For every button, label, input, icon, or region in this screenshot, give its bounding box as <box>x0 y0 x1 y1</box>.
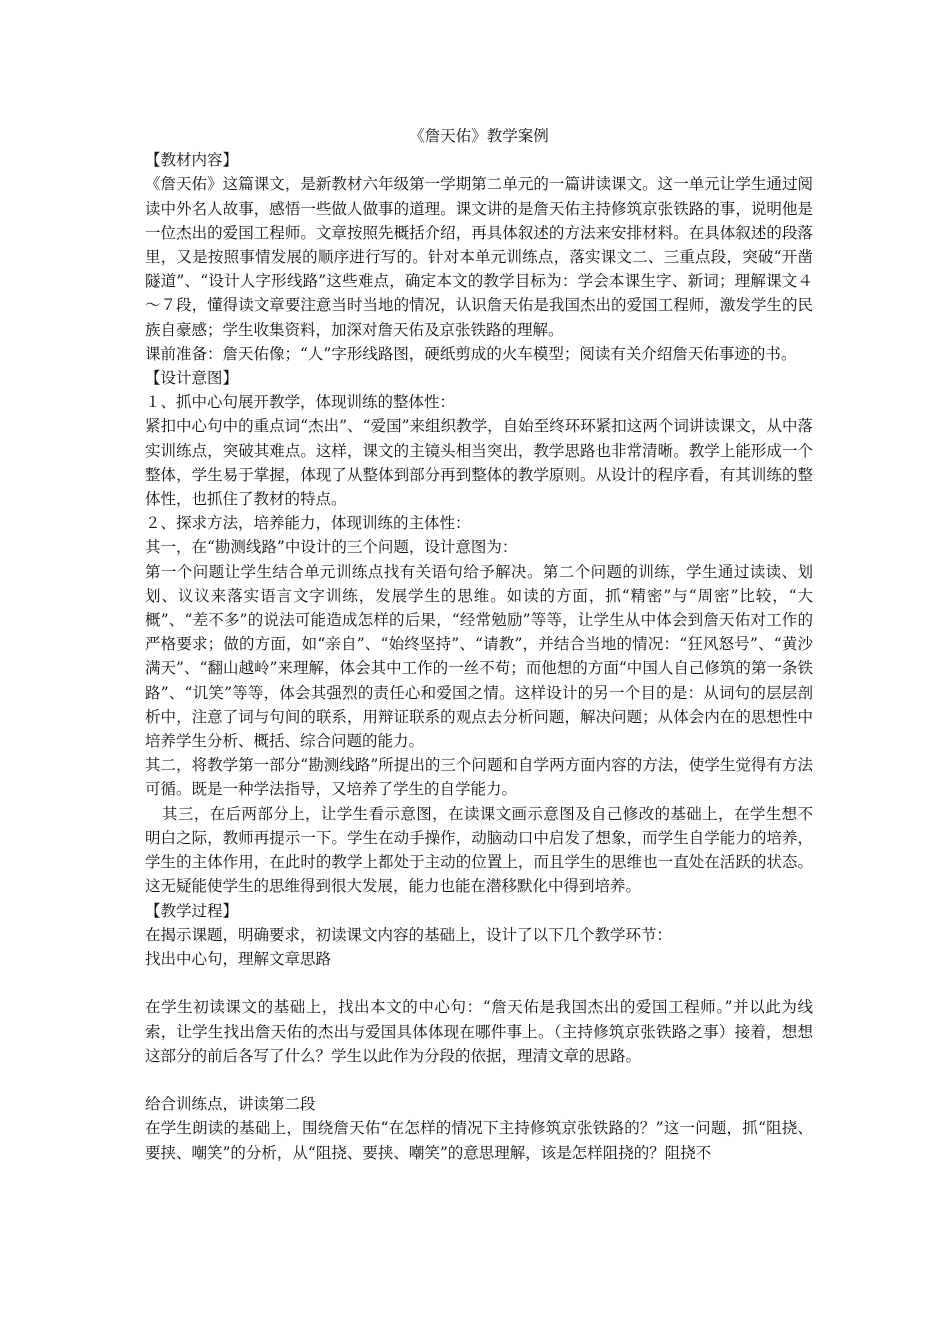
paragraph: 《詹天佑》这篇课文，是新教材六年级第一学期第二单元的一篇讲读课文。这一单元让学生通过阅读中外名人故事，感悟一些做人做事的道理。课文讲的是詹天佑主持修筑京张铁路的事，说明他是一位杰出的爱国工程师。文章按照先概括介绍，再具体叙述的方法来安排材料。在具体叙述的段落里，又是按照事情发展的顺序进行写的。针对本单元训练点，落实课文二、三重点段，突破“开凿隧道”、“设计人字形线路”这些难点，确定本文的教学目标为：学会本课生字、新词；理解课文４～７段，懂得读文章要注意当时当地的情况，认识詹天佑是我国杰出的爱国工程师，激发学生的民族自豪感；学生收集资料，加深对詹天佑及京张铁路的理解。 <box>145 175 813 339</box>
paragraph: 其一，在“勘测线路”中设计的三个问题，设计意图为： <box>145 538 518 557</box>
paragraph: 【教学过程】 <box>145 901 239 920</box>
paragraph: １、抓中心句展开教学，体现训练的整体性： <box>145 393 456 412</box>
paragraph: ２、探求方法，培养能力，体现训练的主体性： <box>145 514 471 533</box>
paragraph: 其三，在后两部分上，让学生看示意图，在读课文画示意图及自己修改的基础上，在学生想不明白之际，教师再提示一下。学生在动手操作，动脑动口中启发了想象，而学生自学能力的培养，学生的主体作用，在此时的教学上都处于主动的位置上，而且学生的思维也一直处在活跃的状态。这无疑能使学生的思维得到很大发展，能力也能在潜移默化中得到培养。 <box>145 804 813 896</box>
paragraph: 紧扣中心句中的重点词“杰出”、“爱国”来组织教学，自始至终环环紧扣这两个词讲读课文，从中落实训练点，突破其难点。这样，课文的主镜头相当突出，教学思路也非常清晰。教学上能形成一个整体，学生易于掌握，体现了从整体到部分再到整体的教学原则。从设计的程序看，有其训练的整体性，也抓住了教材的特点。 <box>145 417 813 509</box>
paragraph: 在揭示课题，明确要求，初读课文内容的基础上，设计了以下几个教学环节： <box>145 925 673 944</box>
paragraph: 找出中心句，理解文章思路 <box>145 949 332 968</box>
document-body <box>145 148 813 1165</box>
blank-line <box>145 1068 813 1092</box>
document-title: 《詹天佑》教学案例 <box>409 127 549 145</box>
document-page <box>145 124 813 1165</box>
paragraph: 【设计意图】 <box>145 369 239 388</box>
paragraph: 在学生初读课文的基础上，找出本文的中心句：“詹天佑是我国杰出的爱国工程师。”并以此为线索，让学生找出詹天佑的杰出与爱国具体体现在哪件事上。（主持修筑京张铁路之事）接着，想想这部分的前后各写了什么？学生以此作为分段的依据，理清文章的思路。 <box>145 998 813 1065</box>
blank-line <box>145 971 813 995</box>
paragraph: 其二，将教学第一部分“勘测线路”所提出的三个问题和自学两方面内容的方法，使学生觉得有方法可循。既是一种学法指导，又培养了学生的自学能力。 <box>145 756 813 799</box>
paragraph: 课前准备：詹天佑像；“人”字形线路图，硬纸剪成的火车模型；阅读有关介绍詹天佑事迹的书。 <box>145 344 797 363</box>
paragraph: 在学生朗读的基础上，围绕詹天佑“在怎样的情况下主持修筑京张铁路的？”这一问题，抓“阻挠、要挟、嘲笑”的分析，从“阻挠、要挟、嘲笑”的意思理解，该是怎样阻挠的？阻挠不 <box>145 1119 813 1162</box>
paragraph: 【教材内容】 <box>145 151 239 170</box>
paragraph: 第一个问题让学生结合单元训练点找有关语句给予解决。第二个问题的训练，学生通过读读、划划、议议来落实语言文字训练，发展学生的思维。如读的方面，抓“精密”与“周密”比较，“大概”、“差不多”的说法可能造成怎样的后果，“经常勉励”等等，让学生从中体会到詹天佑对工作的严格要求；做的方面，如“亲自”、“始终坚持”、“请教”，并结合当地的情况：“狂风怒号”、“黄沙满天”、“翻山越岭”来理解，体会其中工作的一丝不苟；而他想的方面“中国人自己修筑的第一条铁路”、“讥笑”等等，体会其强烈的责任心和爱国之情。这样设计的另一个目的是：从词句的层层剖析中，注意了词与句间的联系，用辩证联系的观点去分析问题，解决问题；从体会内在的思想性中培养学生分析、概括、综合问题的能力。 <box>145 562 813 751</box>
paragraph: 给合训练点，讲读第二段 <box>145 1095 316 1114</box>
